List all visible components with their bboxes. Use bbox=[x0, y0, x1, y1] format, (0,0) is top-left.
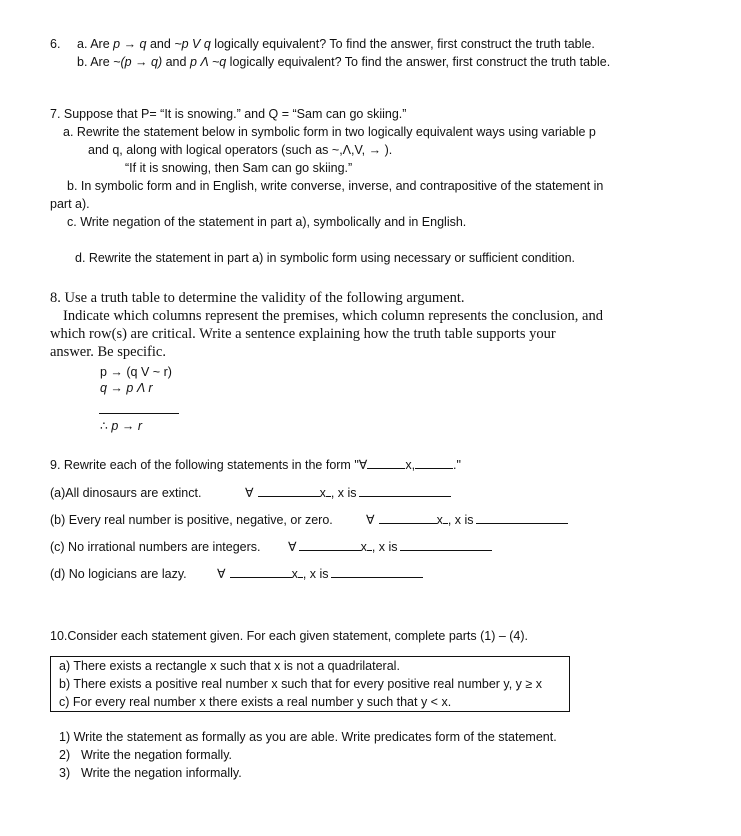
q9-b-blank-predicate[interactable] bbox=[476, 512, 568, 524]
q6-part-a bbox=[77, 36, 595, 52]
q8-line3: which row(s) are critical. Write a sentence explaining how the truth table supports your bbox=[50, 326, 556, 342]
q7-a-line2: and q, along with logical operators (such as ~,Λ,V, → ). bbox=[88, 143, 393, 157]
q9-b-x: x bbox=[436, 513, 443, 527]
q9-d-answer bbox=[217, 566, 423, 582]
q10-step-3-number: 3) bbox=[59, 766, 71, 780]
q10-box-c: c) For every real number x there exists a real number y such that y < x. bbox=[59, 695, 452, 709]
q8-line4: answer. Be specific. bbox=[50, 344, 166, 360]
q8-premise-1: p → (q V ~ r) bbox=[100, 365, 172, 379]
q9-intro-blank-2 bbox=[415, 457, 453, 469]
q7-a-line1: a. Rewrite the statement below in symbolic form in two logically equivalent ways using variable p bbox=[63, 125, 596, 139]
q10-box-a: a) There exists a rectangle x such that x is not a quadrilateral. bbox=[59, 659, 400, 673]
q9-intro-blank-1 bbox=[367, 457, 405, 469]
q9-a-x-is: , x is bbox=[330, 486, 357, 500]
q9-d-blank-predicate[interactable] bbox=[331, 566, 423, 578]
q9-a-blank-predicate[interactable] bbox=[359, 485, 451, 497]
q9-b-x-is: , x is bbox=[447, 513, 474, 527]
q9-c-statement: (c) No irrational numbers are integers. bbox=[50, 540, 261, 554]
q7-d-line: d. Rewrite the statement in part a) in symbolic form using necessary or sufficient condition. bbox=[75, 251, 575, 265]
q9-b-forall: ∀ bbox=[366, 513, 375, 527]
q8-line2: Indicate which columns represent the premises, which column represents the conclusion, and bbox=[63, 308, 603, 324]
q8-line1: 8. Use a truth table to determine the validity of the following argument. bbox=[50, 290, 465, 306]
q6-b-label: b. Are bbox=[77, 55, 114, 69]
q9-c-forall: ∀ bbox=[288, 540, 297, 554]
q9-a-forall: ∀ bbox=[245, 486, 254, 500]
q6-a-expr2: ~p V q bbox=[174, 37, 211, 51]
q9-d-blank-domain[interactable] bbox=[230, 566, 292, 578]
q9-a-statement: (a)All dinosaurs are extinct. bbox=[50, 486, 202, 500]
q6-b-expr2: p Λ ~q bbox=[189, 55, 227, 69]
q10-box-b: b) There exists a positive real number x such that for every positive real number y, y ≥ x bbox=[59, 677, 542, 691]
q9-intro bbox=[50, 457, 461, 473]
q10-intro: 10.Consider each statement given. For each given statement, complete parts (1) – (4). bbox=[50, 629, 529, 643]
q9-intro-c: ." bbox=[453, 458, 461, 472]
q6-a-and: and bbox=[146, 37, 175, 51]
q6-part-b bbox=[77, 54, 610, 70]
q6-b-rest: logically equivalent? To find the answer, first construct the truth table. bbox=[226, 55, 611, 69]
q6-a-label: a. Are bbox=[77, 37, 114, 51]
q10-step-3: Write the negation informally. bbox=[81, 766, 242, 780]
q9-c-x-is: , x is bbox=[371, 540, 398, 554]
q9-b-answer bbox=[366, 512, 568, 528]
q9-b-blank-domain[interactable] bbox=[379, 512, 437, 524]
q7-c-line: c. Write negation of the statement in part a), symbolically and in English. bbox=[67, 215, 467, 229]
q6-b-expr1: ~(p → q) bbox=[113, 55, 163, 69]
q6-a-rest: logically equivalent? To find the answer, first construct the truth table. bbox=[210, 37, 595, 51]
q9-c-blank-predicate[interactable] bbox=[400, 539, 492, 551]
q9-c-blank-domain[interactable] bbox=[299, 539, 361, 551]
q9-b-statement: (b) Every real number is positive, negative, or zero. bbox=[50, 513, 333, 527]
q9-intro-a: 9. Rewrite each of the following statements in the form "∀ bbox=[50, 458, 368, 472]
q7-b-line2: part a). bbox=[50, 197, 90, 211]
q8-argument-divider bbox=[99, 413, 179, 414]
q9-d-x: x bbox=[291, 567, 298, 581]
q10-step-2: Write the negation formally. bbox=[81, 748, 232, 762]
q8-premise-2: q → p Λ r bbox=[100, 381, 153, 395]
q6-b-and: and bbox=[162, 55, 190, 69]
q9-intro-b: x, bbox=[405, 458, 416, 472]
q8-conclusion: ∴ p → r bbox=[100, 419, 142, 433]
q10-step-1: 1) Write the statement as formally as you are able. Write predicates form of the statement. bbox=[59, 730, 557, 744]
q7-quote: “If it is snowing, then Sam can go skiing.” bbox=[125, 161, 353, 175]
q9-a-answer bbox=[245, 485, 451, 501]
q6-number: 6. bbox=[50, 37, 61, 51]
q9-d-x-is: , x is bbox=[302, 567, 329, 581]
q9-a-blank-domain[interactable] bbox=[258, 485, 320, 497]
q6-a-expr1: p → q bbox=[113, 37, 147, 51]
q10-step-2-number: 2) bbox=[59, 748, 71, 762]
q7-b-line1: b. In symbolic form and in English, write converse, inverse, and contrapositive of the statement in bbox=[67, 179, 604, 193]
q7-intro: 7. Suppose that P= “It is snowing.” and Q = “Sam can go skiing.” bbox=[50, 107, 407, 121]
q9-a-x: x bbox=[319, 486, 326, 500]
q9-d-statement: (d) No logicians are lazy. bbox=[50, 567, 187, 581]
q9-c-answer bbox=[288, 539, 492, 555]
q9-d-forall: ∀ bbox=[217, 567, 226, 581]
q9-c-x: x bbox=[360, 540, 367, 554]
